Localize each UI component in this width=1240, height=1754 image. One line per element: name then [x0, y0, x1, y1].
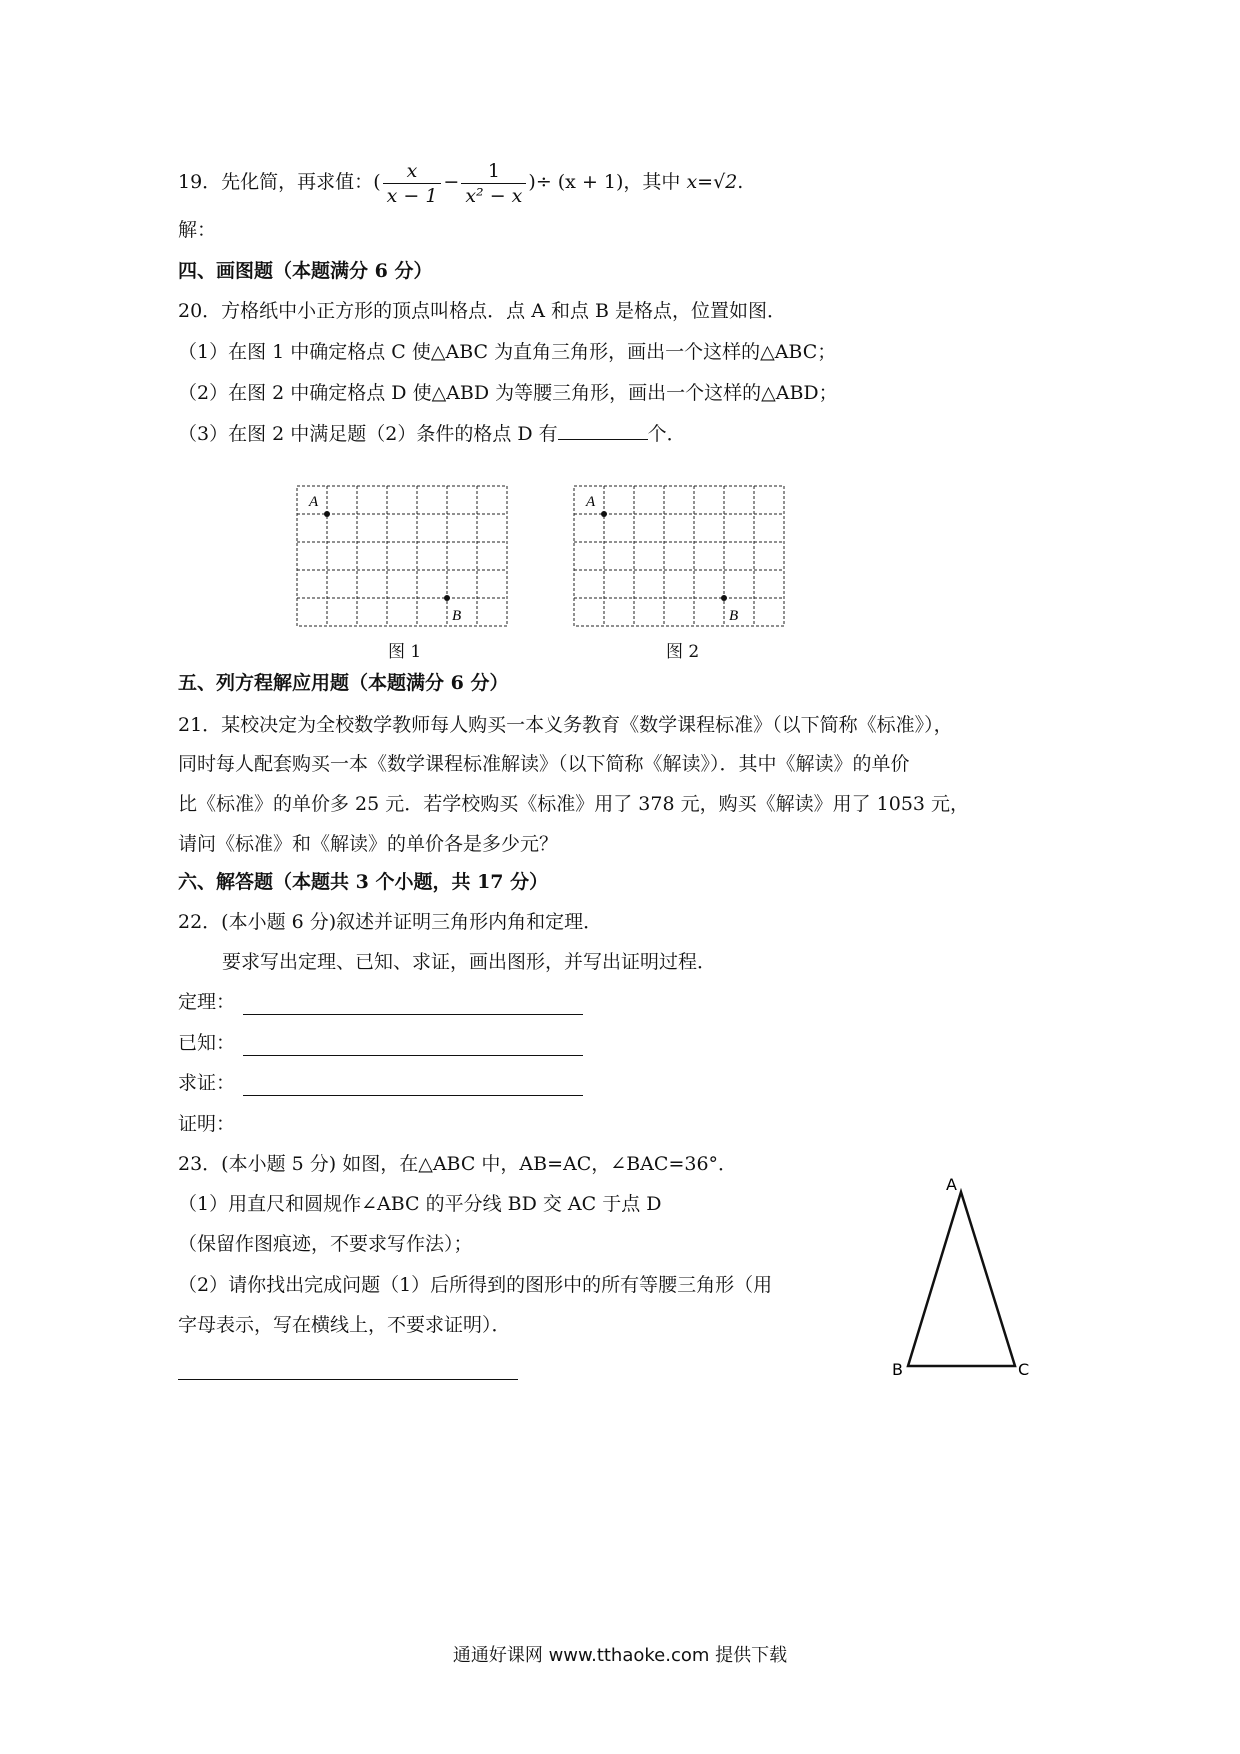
q19-answer-label: 解：: [178, 219, 217, 241]
q22-prove-label: 求证：: [178, 1072, 236, 1094]
q19-f2-denominator: x² − x: [465, 184, 523, 207]
q20-part-1: （1）在图 1 中确定格点 C 使△ABC 为直角三角形，画出一个这样的△ABC；: [178, 341, 837, 363]
q19-lead: 19．先化简，再求值：: [178, 171, 374, 193]
q21-line-2: 同时每人配套购买一本《数学课程标准解读》（以下简称《解读》）．其中《解读》的单价: [178, 753, 910, 775]
triangle-label-c: C: [1018, 1360, 1030, 1379]
point-a-fig1: [324, 511, 330, 517]
q23-line-1: 23．(本小题 5 分) 如图，在△ABC 中，AB=AC，∠BAC=36°．: [178, 1153, 738, 1175]
q19-fraction-2: [461, 159, 526, 208]
page-footer: 通通好课网 www.tthaoke.com 提供下载: [452, 1645, 788, 1666]
q22-line-1: 22．(本小题 6 分)叙述并证明三角形内角和定理．: [178, 911, 603, 933]
q22-prove-blank[interactable]: [243, 1095, 583, 1096]
figure-2-caption: 图 2: [666, 642, 700, 662]
q21-line-1: 21．某校决定为全校数学教师每人购买一本义务教育《数学课程标准》（以下简称《标准》），: [178, 714, 953, 736]
q21-line-4: 请问《标准》和《解读》的单价各是多少元？: [178, 833, 559, 855]
q22-proof-label: 证明：: [178, 1113, 236, 1135]
q23-line-4: （2）请你找出完成问题（1）后所得到的图形中的所有等腰三角形（用: [178, 1274, 773, 1296]
q19-open-paren: (: [373, 171, 381, 193]
q23-answer-blank[interactable]: [178, 1379, 518, 1380]
q20-part-3-end: 个．: [647, 423, 686, 445]
triangle-label-b: B: [892, 1360, 903, 1379]
label-a-fig1: A: [309, 494, 319, 510]
q22-theorem-blank[interactable]: [243, 1014, 583, 1015]
q20-part-2: （2）在图 2 中确定格点 D 使△ABD 为等腰三角形，画出一个这样的△ABD；: [178, 382, 838, 404]
section-5-heading: 五、列方程解应用题（本题满分 6 分）: [178, 672, 509, 694]
q21-line-3: 比《标准》的单价多 25 元．若学校购买《标准》用了 378 元，购买《解读》用了 1053 元，: [178, 793, 970, 815]
figure-1-caption: 图 1: [388, 642, 422, 662]
q23-line-3: （保留作图痕迹，不要求写作法）；: [178, 1233, 473, 1255]
q19-f2-numerator: 1: [461, 159, 526, 184]
figure-1-grid: [295, 484, 515, 634]
point-a-fig2: [601, 511, 607, 517]
label-b-fig1: B: [452, 608, 462, 624]
figure-2-grid: [572, 484, 792, 634]
q19-line: [178, 152, 743, 212]
q19-divide: ÷ (x + 1)，其中: [535, 171, 681, 193]
q23-line-5: 字母表示，写在横线上，不要求证明）．: [178, 1314, 511, 1336]
q19-end: .: [737, 171, 744, 193]
section-4-heading: 四、画图题（本题满分 6 分）: [178, 260, 433, 282]
q19-fraction-1: [383, 159, 442, 208]
q19-minus: −: [443, 171, 460, 193]
triangle-abc-figure: [880, 1172, 1040, 1382]
q19-f1-numerator: x: [383, 159, 442, 184]
q22-line-2: 要求写出定理、已知、求证，画出图形，并写出证明过程．: [222, 951, 717, 973]
q22-theorem-label: 定理：: [178, 991, 236, 1013]
q20-part-3: [178, 421, 686, 447]
q22-given-blank[interactable]: [243, 1055, 583, 1056]
point-b-fig2: [721, 595, 727, 601]
q19-f1-denominator: x − 1: [386, 184, 438, 207]
q20-answer-blank[interactable]: [558, 439, 648, 440]
q23-line-2: （1）用直尺和圆规作∠ABC 的平分线 BD 交 AC 于点 D: [178, 1193, 662, 1215]
label-a-fig2: A: [586, 494, 596, 510]
q19-close-paren: ): [528, 171, 536, 193]
point-b-fig1: [444, 595, 450, 601]
label-b-fig2: B: [729, 608, 739, 624]
q19-condition: x=√2: [686, 171, 738, 193]
section-6-heading: 六、解答题（本题共 3 个小题，共 17 分）: [178, 871, 549, 893]
q20-part-3-text: （3）在图 2 中满足题（2）条件的格点 D 有: [178, 423, 558, 445]
triangle-label-a: A: [946, 1175, 957, 1194]
q20-stem: 20．方格纸中小正方形的顶点叫格点．点 A 和点 B 是格点，位置如图．: [178, 300, 787, 322]
q22-given-label: 已知：: [178, 1032, 236, 1054]
